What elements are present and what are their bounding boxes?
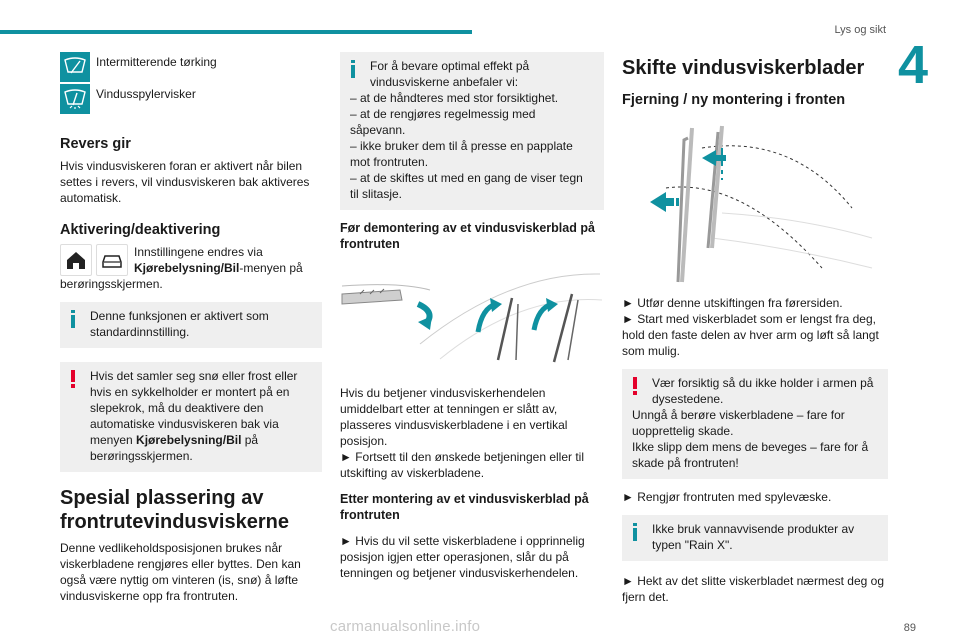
wiper-lift-illustration [622, 118, 888, 284]
info-icon [70, 310, 76, 328]
activation-text [134, 244, 303, 276]
info-note-recommendations [340, 52, 604, 210]
step-4: ► Hekt av det slitte viskerbladet nærmest deg og fjern det. [622, 574, 884, 604]
wiper-stalk-illustration [340, 264, 604, 364]
warning-icon [70, 370, 76, 388]
info-note-text: Ikke bruk vannavvisende produkter av typen "Rain X". [652, 522, 855, 552]
page-number: 89 [903, 622, 916, 634]
after-step: ► Hvis du vil sette viskerbladene i opprinnelig posisjon igjen etter operasjonen, slår du på tenningen og betjener vindusviskerhendelen. [340, 534, 585, 580]
warning-icon [632, 377, 638, 395]
menu-name: Kjørebelysning/Bil [134, 261, 240, 275]
section-name: Lys og sikt [834, 24, 886, 36]
warning-note-wiper [622, 369, 888, 479]
wiper-change-title: Skifte vindusviskerblader [622, 57, 865, 79]
warning-text-part: på berøringsskjermen. [90, 433, 259, 463]
header-accent-bar [0, 30, 472, 34]
activation-block [60, 244, 322, 276]
activation-text-part: -menyen på [239, 261, 303, 275]
info-icon [350, 60, 356, 78]
before-step: ► Fortsett til den ønskede betjeningen eller til utskifting av viskerbladene. [340, 450, 585, 480]
step-2: ► Start med viskerbladet som er lengst fra deg, hold den faste delen av hver arm og løft så langt som mulig. [622, 312, 879, 358]
icon-row-label: Intermitterende tørking [96, 55, 217, 69]
washer-icon [60, 84, 90, 114]
column-2 [340, 52, 604, 581]
recommendation-line: – at de skiftes ut med en gang de viser tegn til slitasje. [350, 171, 583, 201]
step-1: ► Utfør denne utskiftingen fra førersiden. [622, 296, 843, 310]
reverse-title: Revers gir [60, 136, 131, 152]
recommendation-line: – at de håndteres med stor forsiktighet. [350, 91, 559, 105]
icon-row-intermittent [60, 52, 322, 84]
intermittent-wipe-icon [60, 52, 90, 82]
warning-note-text [90, 368, 312, 464]
icon-row-washer [60, 84, 322, 116]
reverse-text: Hvis vindusviskeren foran er aktivert når bilen settes i revers, vil vindusviskeren bak aktiveres automatisk. [60, 159, 310, 205]
special-text: Denne vedlikeholdsposisjonen brukes når viskerbladene rengjøres eller byttes. Den kan også være nyttig om vinteren (is, snø) å løfte vindusviskerne opp fra frontruten. [60, 541, 301, 603]
home-icon [60, 244, 92, 276]
info-note-text: Denne funksjonen er aktivert som standardinnstilling. [90, 309, 269, 339]
wiper-change-subtitle: Fjerning / ny montering i fronten [622, 92, 846, 108]
special-title: Spesial plassering av frontrutevindusviskerne [60, 487, 289, 533]
warning-line: Vær forsiktig så du ikke holder i armen på dysestedene. [652, 376, 874, 406]
column-3 [622, 52, 888, 605]
menu-name: Kjørebelysning/Bil [136, 433, 242, 447]
activation-text-part: Innstillingene endres via [134, 245, 263, 259]
car-icon [96, 244, 128, 276]
column-1 [60, 52, 322, 604]
warning-note [60, 362, 322, 472]
icon-row-label: Vindusspylervisker [96, 87, 196, 101]
recommendation-line: – at de rengjøres regelmessig med såpevann. [350, 107, 536, 137]
chapter-number: 4 [898, 35, 929, 95]
info-note-rainx [622, 515, 888, 561]
recommendation-line: For å bevare optimal effekt på vindusviskerne anbefaler vi: [370, 59, 530, 89]
before-text: Hvis du betjener vindusviskerhendelen umiddelbart etter at tenningen er slått av, plasseres vindusviskerbladene i en vertikal posisjon. [340, 386, 568, 448]
activation-title: Aktivering/deaktivering [60, 222, 221, 238]
activation-text-end: berøringsskjermen. [60, 277, 163, 291]
recommendation-line: – ikke bruker dem til å presse en papplate mot frontruten. [350, 139, 573, 169]
watermark: carmanualsonline.info [330, 618, 481, 635]
warning-line: Unngå å berøre viskerbladene – fare for uopprettelig skade. [632, 408, 845, 438]
before-title: Før demontering av et vindusviskerblad på frontruten [340, 221, 595, 251]
after-title: Etter montering av et vindusviskerblad på frontruten [340, 492, 589, 522]
warning-text-part: Hvis det samler seg snø eller frost eller hvis en sykkelholder er montert på en slepekrok, må du deaktivere den automatiske vindusviskeren bak via menyen [90, 369, 298, 447]
warning-line: Ikke slipp dem mens de beveges – fare for å skade på frontruten! [632, 440, 869, 470]
info-note [60, 302, 322, 348]
step-3: ► Rengjør frontruten med spylevæske. [622, 490, 832, 504]
info-icon [632, 523, 638, 541]
